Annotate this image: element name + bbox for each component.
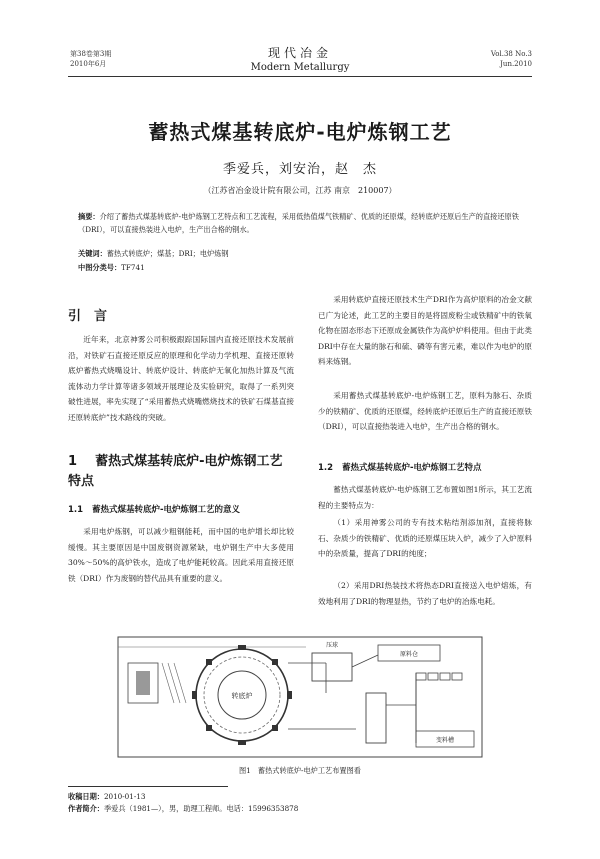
header-rule — [68, 76, 532, 77]
keywords-label: 关键词： — [78, 249, 107, 258]
intro-heading: 引 言 — [68, 309, 108, 324]
silo-feed-line — [352, 655, 378, 667]
footnote-rule — [68, 786, 228, 787]
layout-diagram-svg — [116, 633, 484, 761]
journal-name-en: Modern Metallurgy — [250, 62, 350, 73]
feature-item-1: （1）采用神雾公司的专有技术粘结剂添加剂，直接将脉石、杂质少的铁精矿、优质的还原煤压块入炉，减少了入炉原料中的杂质量，提高了DRI的纯度； — [318, 518, 532, 559]
issue-en: Vol.38 No.3 — [490, 50, 532, 58]
intro-right-paragraph-1: 采用转底炉直接还原技术生产DRI作为高炉原料的冶金文献已广为论述，此工艺的主要目的是将固废粉尘或铁精矿中的铁氧化物在固态形态下还原成金属铁作为高炉炉料使用。但由于此类DRI中存在大量的脉石和硫、磷等有害元素，难以作为电炉的原料来炼钢。 — [318, 295, 532, 367]
subsection-1-1-title: 蓄热式煤基转底炉-电炉炼钢工艺的意义 — [91, 505, 240, 515]
label-press: 压球 — [325, 642, 339, 649]
clc-number — [78, 262, 524, 274]
storage-bins — [416, 673, 462, 680]
section1-title: 蓄热式煤基转底炉-电炉炼钢工艺特点 — [68, 454, 283, 489]
article-title: 蓄热式煤基转底炉-电炉炼钢工艺 — [148, 120, 452, 144]
received-date-value: 2010-01-13 — [103, 792, 146, 801]
subsection-1-1-heading — [68, 503, 294, 515]
feature-item-2: （2）采用DRI热装技术将热态DRI直接送入电炉熔炼，有效地利用了DRI的物理显热，节约了电炉的冶炼电耗。 — [318, 581, 532, 606]
date-en: Jun.2010 — [500, 60, 532, 68]
figure-1-caption: 图1 蓄热式转底炉-电炉工艺布置图看 — [238, 766, 361, 775]
keywords-text: 蓄热式转底炉；煤基；DRI；电炉炼钢 — [106, 249, 229, 258]
running-header-right — [491, 49, 532, 69]
section1-number: 1 — [68, 454, 78, 469]
crane-hatching — [162, 663, 186, 703]
electric-furnace-core — [136, 671, 150, 695]
building-outline — [118, 637, 482, 757]
subsection-1-2-paragraph: 蓄热式煤基转底炉-电炉炼钢工艺布置如图1所示，其工艺流程的主要特点为： — [318, 485, 532, 510]
subsection-1-1-number: 1.1 — [68, 505, 84, 515]
label-raw: 原料仓 — [399, 651, 419, 658]
abstract-text: 介绍了蓄热式煤基转底炉-电炉炼钢工艺特点和工艺流程，采用低热值煤气铁精矿、优质的还原煤，经转底炉还原后生产的直接还原铁（DRI），可以直接热装进入电炉，生产出合格的钢水。 — [78, 212, 519, 234]
date-cn: 2010年6月 — [70, 60, 107, 68]
label-furnace: 转底炉 — [231, 692, 253, 700]
abstract-label: 摘要： — [78, 212, 100, 221]
subsection-1-2-title: 蓄热式煤基转底炉-电炉炼钢工艺特点 — [341, 463, 482, 473]
received-date — [68, 791, 532, 803]
author-bio-label: 作者简介： — [68, 804, 104, 813]
press-block — [312, 653, 352, 681]
clc-text: TF741 — [121, 263, 145, 272]
intro-right-paragraph-2: 采用蓄热式煤基转底炉-电炉炼钢工艺，原料为脉石、杂质少的铁精矿、优质的还原煤，经转底炉还原后生产的直接还原铁（DRI），可以直接热装进入电炉，生产出合格的钢水。 — [318, 391, 532, 432]
figure-1-layout-diagram — [116, 633, 484, 761]
clc-label: 中图分类号： — [78, 263, 122, 272]
intro-paragraph: 近年来，北京神雾公司积极跟踪国际国内直接还原技术发展前沿，对铁矿石直接还原反应的原理和化学动力学机理、直接还原转底炉蓄热式烧嘴设计、转底炉设计、转底炉无氧化加热计算及气流流体动力学计算等诸多领域开展理论及实验研究，取得了一系列突破性进展，率先实现了“采用蓄热式烧嘴燃烧技术的铁矿石煤基直接还原转底炉”技术路线的突破。 — [68, 335, 294, 422]
subsection-1-2-number: 1.2 — [318, 463, 334, 473]
label-storage: 变料槽 — [435, 737, 455, 744]
subsection-1-1-paragraph: 采用电炉炼钢，可以减少粗钢能耗，而中国的电炉增长却比较缓慢。其主要原因是中国废钢资源紧缺，电炉钢生产中大多使用30%～50%的高炉铁水，造成了电炉能耗较高。因此采用直接还原铁（DRI）作为废钢的替代品具有重要的意义。 — [68, 527, 294, 583]
issue-cn: 第38卷第3期 — [70, 50, 112, 58]
journal-name-cn: 现代冶金 — [267, 46, 332, 60]
section1-heading — [68, 452, 294, 492]
abstract — [78, 210, 524, 236]
subsection-1-2-heading — [318, 461, 532, 473]
article-affiliation: （江苏省冶金设计院有限公司，江苏 南京 210007） — [203, 186, 397, 195]
reduction-unit-block — [366, 693, 386, 743]
author-bio — [68, 803, 532, 815]
article-authors: 季爱兵，刘安治，赵 杰 — [222, 162, 377, 177]
author-bio-text: 季爱兵（1981—），男，助理工程师。电话：15996353878 — [103, 804, 299, 813]
received-label: 收稿日期： — [68, 792, 104, 801]
keywords — [78, 248, 524, 260]
